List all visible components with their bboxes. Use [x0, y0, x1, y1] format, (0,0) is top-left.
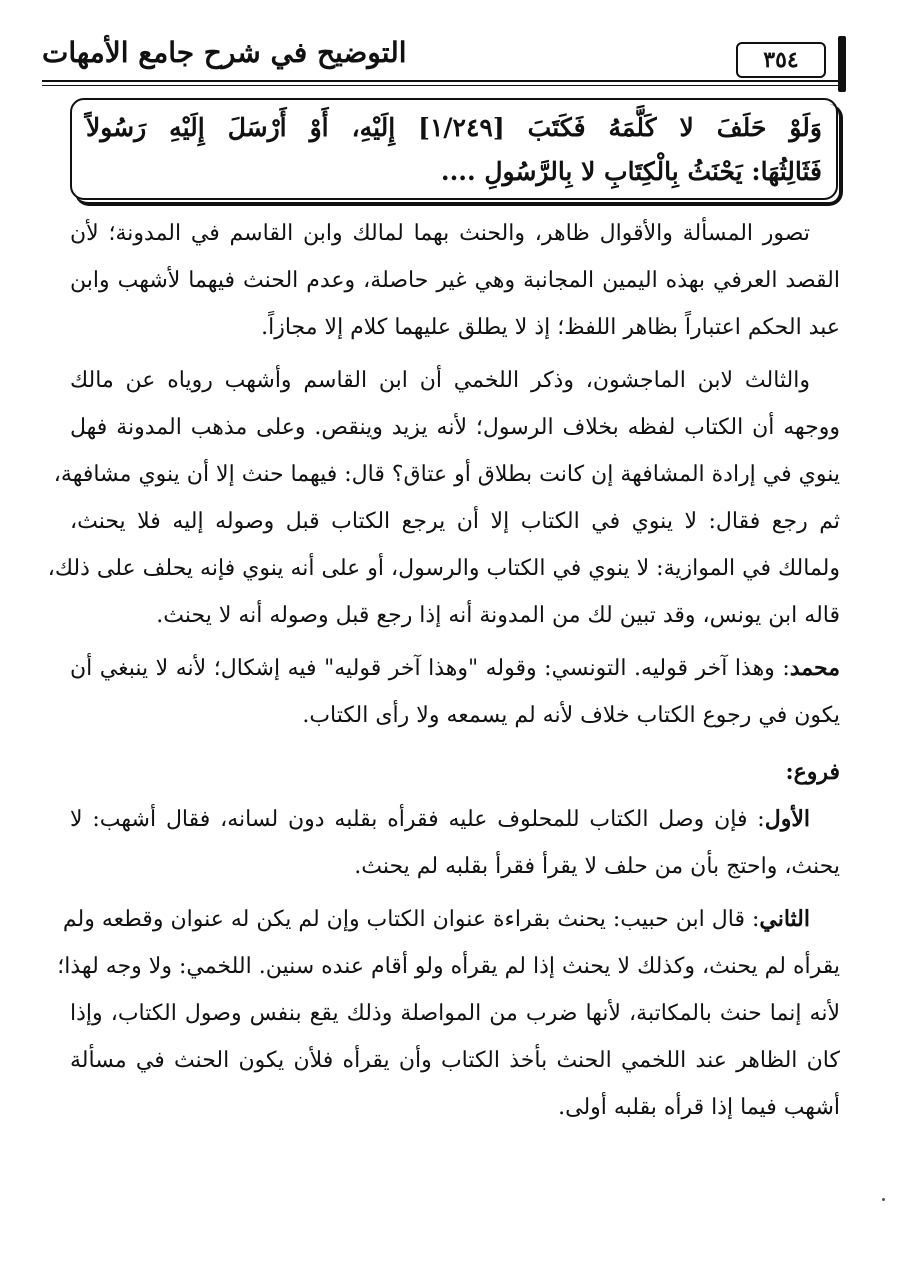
- text-line: ثم رجع فقال: لا ينوي في الكتاب إلا أن يرجع الكتاب قبل وصوله إليه فلا يحنث،: [70, 509, 840, 534]
- text-line: ولمالك في الموازية: لا ينوي في الكتاب والرسول، أو على أنه ينوي فإنه يحلف على ذلك،: [47, 556, 840, 581]
- text-line: قاله ابن يونس، وقد تبين لك من المدونة أنه إذا رجع قبل وصوله أنه لا يحنث.: [156, 603, 840, 628]
- branch-paragraph: [57, 896, 840, 1131]
- paragraph: [47, 357, 840, 639]
- matn-line: فَثَالِثُهَا: يَحْنَثُ بِالْكِتَابِ لا بِالرَّسُولِ ....: [440, 157, 822, 186]
- book-title: التوضيح في شرح جامع الأمهات: [42, 36, 407, 69]
- scan-speck: [882, 1198, 885, 1201]
- text-line: يقرأه لم يحنث، وكذلك لا يحنث إذا لم يقرأه ولو أقام عنده سنين. اللخمي: ولا وجه لهذا؛: [57, 954, 840, 979]
- text-line: [70, 645, 840, 692]
- text-line: تصور المسألة والأقوال ظاهر، والحنث بهما لمالك وابن القاسم في المدونة؛ لأن: [70, 221, 810, 246]
- branch-label: الثاني: [759, 906, 810, 932]
- page-number-frame: [736, 42, 826, 78]
- branch-paragraph: [70, 796, 840, 890]
- text-line: ينوي في إرادة المشافهة إن كانت بطلاق أو عتاق؟ قال: فيهما حنث إلا أن ينوي مشافهة،: [53, 462, 840, 487]
- header-rule-thin: [42, 85, 840, 86]
- text-line: يحنث، واحتج بأن من حلف لا يقرأ فقرأ بقلبه لم يحنث.: [354, 854, 840, 879]
- text-line: لأنه إنما حنث بالمكاتبة، لأنها ضرب من المواصلة وذلك يقع بنفس وصول الكتاب، وإذا: [70, 1001, 840, 1026]
- body-text: [47, 210, 840, 1131]
- text-line: والثالث لابن الماجشون، وذكر اللخمي أن ابن القاسم وأشهب روياه عن مالك: [70, 368, 810, 393]
- text-line: القصد العرفي بهذه اليمين المجانبة وهي غير حاصلة، وعدم الحنث فيهما لأشهب وابن: [70, 268, 840, 293]
- paragraph: [70, 645, 840, 739]
- text-line: كان الظاهر عند اللخمي الحنث بأخذ الكتاب وأن يقرأه فلأن يكون الحنث في مسألة: [70, 1048, 840, 1073]
- page-number: ٣٥٤: [763, 47, 799, 73]
- text-line: يكون في رجوع الكتاب خلاف لأنه لم يسمعه ولا رأى الكتاب.: [302, 703, 840, 728]
- speaker-label: محمد: [789, 655, 840, 681]
- text-line: [70, 796, 840, 843]
- paragraph: [70, 210, 840, 351]
- matn-line: وَلَوْ حَلَفَ لا كَلَّمَهُ فَكَتَبَ [١/٢٤٩] إِلَيْهِ، أَوْ أَرْسَلَ إِلَيْهِ رَسُولاً: [86, 113, 822, 142]
- page-header: [42, 30, 832, 80]
- section-heading: فروع:: [785, 759, 840, 785]
- text-span: : قال ابن حبيب: يحنث بقراءة عنوان الكتاب وإن لم يكن له عنوان وقطعه ولم: [62, 907, 760, 932]
- text-line: أشهب فيما إذا قرأه بقلبه أولى.: [558, 1095, 840, 1120]
- text-span: : فإن وصل الكتاب للمحلوف عليه فقرأه بقلبه دون لسانه، فقال أشهب: لا: [70, 807, 765, 832]
- matn-box: [70, 98, 838, 200]
- text-span: : وهذا آخر قوليه. التونسي: وقوله "وهذا آخر قوليه" فيه إشكال؛ لأنه لا ينبغي أن: [70, 656, 790, 681]
- text-line: [62, 896, 840, 943]
- text-line: عبد الحكم اعتباراً بظاهر اللفظ؛ إذ لا يطلق عليهما كلام إلا مجازاً.: [261, 315, 840, 340]
- text-line: ووجهه أن الكتاب لفظه بخلاف الرسول؛ لأنه يزيد وينقص. وعلى مذهب المدونة فهل: [70, 415, 840, 440]
- branch-label: الأول: [764, 806, 810, 832]
- header-side-bar: [838, 36, 846, 92]
- header-rule: [42, 80, 840, 82]
